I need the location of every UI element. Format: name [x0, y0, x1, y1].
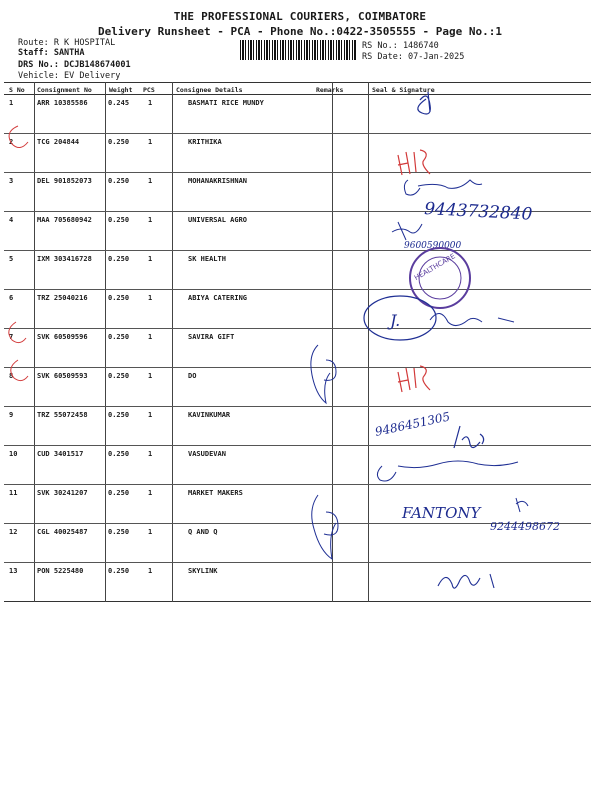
row-consignment-no: SVK 60509596: [37, 333, 88, 341]
row-consignment-no: MAA 705680942: [37, 216, 92, 224]
row-consignment-no: PON 5225480: [37, 567, 84, 575]
row-consignee: SKYLINK: [188, 567, 218, 575]
row-weight: 0.245: [108, 99, 130, 107]
row-consignment-no: TRZ 25040216: [37, 294, 88, 302]
row-consignee: BASMATI RICE MUNDY: [188, 99, 264, 107]
row-pcs: 1: [148, 489, 153, 497]
row-consignee: DO: [188, 372, 197, 380]
vehicle-label: Vehicle: EV Delivery: [18, 71, 121, 81]
row-pcs: 1: [148, 372, 153, 380]
row-pcs: 1: [148, 294, 153, 302]
row-pcs: 1: [148, 450, 153, 458]
row-sno: 1: [9, 99, 14, 107]
row-pcs: 1: [148, 255, 153, 263]
col-header-weight: Weight: [109, 86, 133, 94]
row-weight: 0.250: [108, 528, 130, 536]
row-sno: 3: [9, 177, 14, 185]
runsheet-subtitle: Delivery Runsheet - PCA - Phone No.:0422-3505555 - Page No.:1: [98, 25, 502, 38]
row-consignee: ABIYA CATERING: [188, 294, 248, 302]
row-weight: 0.250: [108, 450, 130, 458]
red-check-mark: [11, 360, 28, 381]
handwritten-phone: 9443732840: [423, 199, 533, 225]
red-check-mark: [9, 322, 26, 343]
staff-label: Staff: SANTHA: [18, 48, 85, 58]
row-weight: 0.250: [108, 489, 130, 497]
row-sno: 9: [9, 411, 14, 419]
signature-scribble: [418, 92, 431, 114]
signature-scribble: [516, 498, 528, 512]
row-sno: 12: [9, 528, 18, 536]
row-consignee: Q AND Q: [188, 528, 218, 536]
row-consignee: SK HEALTH: [188, 255, 226, 263]
red-hir-mark: [398, 366, 430, 392]
rs-number: RS No.: 1486740: [362, 41, 439, 51]
col-header-pcs: PCS: [143, 86, 155, 94]
row-sno: 2: [9, 138, 14, 146]
row-weight: 0.250: [108, 255, 130, 263]
pen-stroke: [311, 345, 336, 403]
row-weight: 0.250: [108, 411, 130, 419]
row-pcs: 1: [148, 411, 153, 419]
signature-scribble: [392, 222, 422, 240]
col-header-sno: S No: [9, 86, 25, 94]
row-pcs: 1: [148, 567, 153, 575]
signature-scribble: [454, 426, 484, 448]
row-consignment-no: TCG 204844: [37, 138, 80, 146]
row-sno: 5: [9, 255, 14, 263]
row-weight: 0.250: [108, 372, 130, 380]
row-consignment-no: IXM 303416728: [37, 255, 92, 263]
row-weight: 0.250: [108, 333, 130, 341]
row-sno: 7: [9, 333, 14, 341]
row-consignment-no: SVK 30241207: [37, 489, 88, 497]
handwritten-phone: 9244498672: [490, 520, 560, 533]
row-pcs: 1: [148, 138, 153, 146]
row-weight: 0.250: [108, 177, 130, 185]
row-sno: 6: [9, 294, 14, 302]
row-sno: 11: [9, 489, 18, 497]
rs-date: RS Date: 07-Jan-2025: [362, 52, 465, 62]
row-sno: 10: [9, 450, 18, 458]
row-weight: 0.250: [108, 216, 130, 224]
signature-scribble: [430, 313, 514, 325]
handwritten-name: FANTONY: [402, 504, 481, 522]
row-consignment-no: DEL 901852073: [37, 177, 92, 185]
row-consignee: MARKET MAKERS: [188, 489, 243, 497]
drs-number: DRS No.: DCJB148674001: [18, 60, 131, 70]
col-header-consignee: Consignee Details: [176, 86, 243, 94]
row-consignee: VASUDEVAN: [188, 450, 226, 458]
row-weight: 0.250: [108, 567, 130, 575]
row-consignment-no: TRZ 55072458: [37, 411, 88, 419]
row-weight: 0.250: [108, 138, 130, 146]
row-consignment-no: CGL 40025487: [37, 528, 88, 536]
company-title: THE PROFESSIONAL COURIERS, COIMBATORE: [173, 10, 427, 23]
handwritten-phone: 9600590000: [404, 241, 462, 251]
red-hir-mark: [398, 150, 430, 175]
row-consignment-no: CUD 3401517: [37, 450, 84, 458]
route-label: Route: R K HOSPITAL: [18, 38, 116, 48]
row-sno: 8: [9, 372, 14, 380]
col-header-seal: Seal & Signature: [372, 86, 435, 94]
signature-scribble: [377, 461, 518, 481]
signature-scribble: [404, 180, 482, 195]
row-consignee: KRITHIKA: [188, 138, 222, 146]
row-consignee: SAVIRA GIFT: [188, 333, 235, 341]
row-pcs: 1: [148, 216, 153, 224]
row-consignee: KAVINKUMAR: [188, 411, 231, 419]
row-pcs: 1: [148, 528, 153, 536]
row-consignment-no: SVK 60509593: [37, 372, 88, 380]
row-consignee: UNIVERSAL AGRO: [188, 216, 248, 224]
row-pcs: 1: [148, 99, 153, 107]
svg-text:HEALTHCARE: HEALTHCARE: [412, 252, 457, 283]
row-pcs: 1: [148, 333, 153, 341]
row-sno: 13: [9, 567, 18, 575]
col-header-consignment: Consignment No: [37, 86, 92, 94]
col-header-remarks: Remarks: [316, 86, 344, 94]
row-consignee: MOHANAKRISHNAN: [188, 177, 248, 185]
signature-scribble: [438, 574, 494, 588]
row-sno: 4: [9, 216, 14, 224]
pen-stroke: [312, 495, 338, 559]
row-pcs: 1: [148, 177, 153, 185]
handwritten-phone: 9486451305: [373, 409, 452, 439]
signature-initial: J.: [390, 311, 401, 330]
row-weight: 0.250: [108, 294, 130, 302]
red-check-mark: [9, 126, 28, 148]
row-consignment-no: ARR 10385586: [37, 99, 88, 107]
